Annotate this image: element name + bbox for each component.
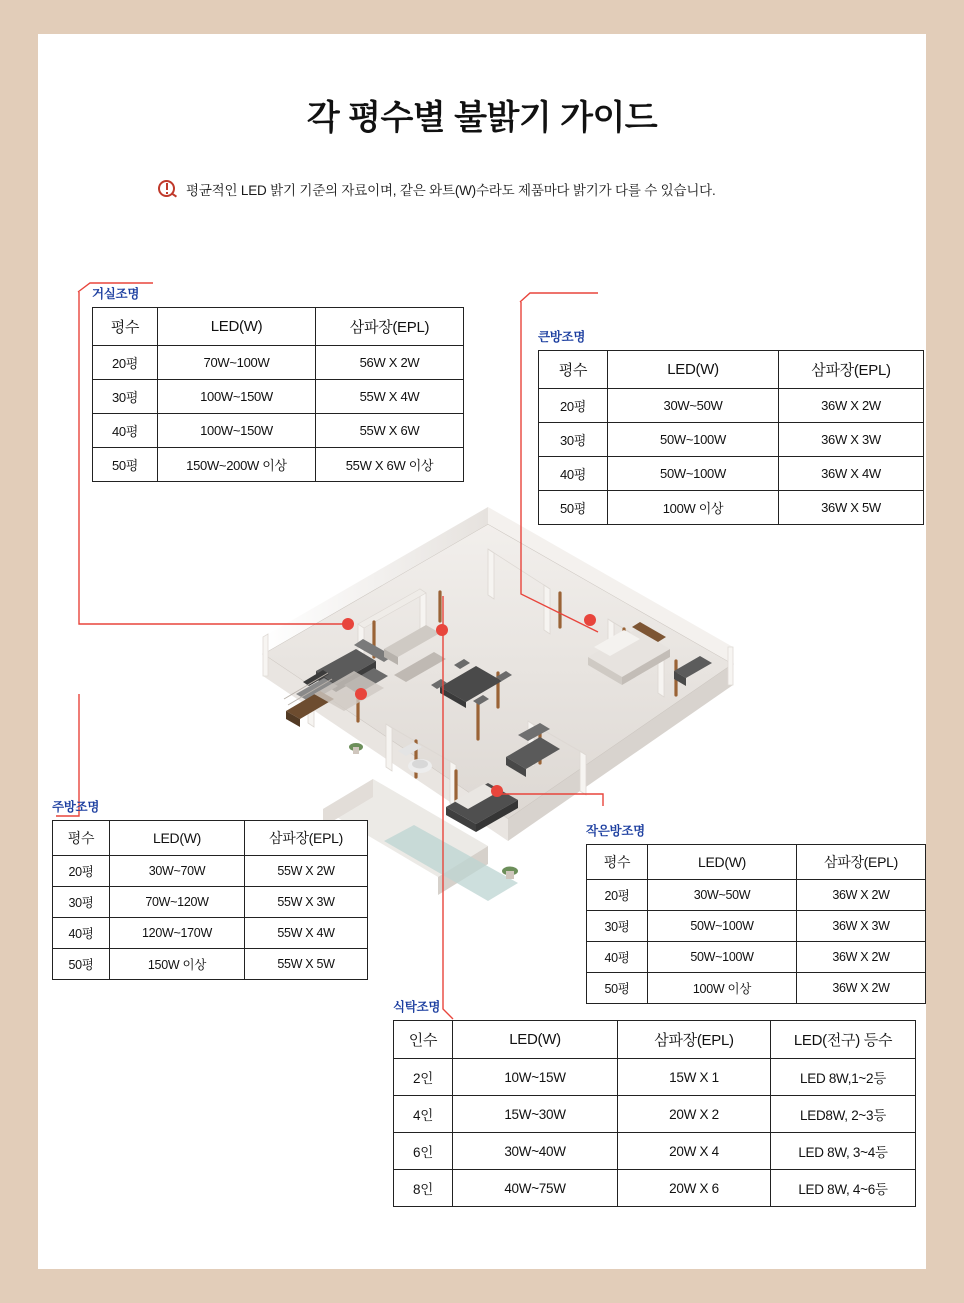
cell: 20W X 4 xyxy=(618,1133,771,1170)
cell: 40W~75W xyxy=(453,1170,618,1207)
table-row xyxy=(93,380,464,414)
warning-icon xyxy=(158,179,178,199)
cell: 55W X 6W xyxy=(316,414,464,448)
caption-smallroom: 작은방조명 xyxy=(586,824,645,838)
table-row xyxy=(587,880,926,911)
cell: 36W X 4W xyxy=(779,457,924,491)
cell: 36W X 3W xyxy=(779,423,924,457)
table-row xyxy=(539,389,924,423)
table-dining xyxy=(393,1020,916,1207)
table-block-bigroom xyxy=(538,327,924,525)
cell: 36W X 2W xyxy=(797,973,926,1004)
caption-living: 거실조명 xyxy=(92,287,140,301)
cell: 15W X 1 xyxy=(618,1059,771,1096)
cell: 20평 xyxy=(539,389,608,423)
th-kitchen-1: LED(W) xyxy=(110,821,245,856)
cell: 100W~150W xyxy=(158,414,316,448)
table-header-row xyxy=(587,845,926,880)
cell: 150W 이상 xyxy=(110,949,245,980)
th-bigroom-1: LED(W) xyxy=(608,351,779,389)
cell: 50평 xyxy=(93,448,158,482)
table-block-smallroom xyxy=(586,821,926,1004)
cell: 30W~70W xyxy=(110,856,245,887)
cell: 40평 xyxy=(93,414,158,448)
table-row xyxy=(53,856,368,887)
cell: 30W~50W xyxy=(648,880,797,911)
cell: 70W~120W xyxy=(110,887,245,918)
table-row xyxy=(394,1059,916,1096)
th-dining-2: 삼파장(EPL) xyxy=(618,1021,771,1059)
cell: 40평 xyxy=(587,942,648,973)
cell: 36W X 3W xyxy=(797,911,926,942)
caption-dining: 식탁조명 xyxy=(393,1000,441,1014)
cell: 20W X 6 xyxy=(618,1170,771,1207)
cell: 40평 xyxy=(53,918,110,949)
note-row xyxy=(158,179,858,199)
table-block-living xyxy=(92,284,464,482)
th-kitchen-2: 삼파장(EPL) xyxy=(245,821,368,856)
cell: 50W~100W xyxy=(648,911,797,942)
table-kitchen xyxy=(52,820,368,980)
cell: 4인 xyxy=(394,1096,453,1133)
cell: 55W X 3W xyxy=(245,887,368,918)
cell: 36W X 2W xyxy=(797,942,926,973)
th-smallroom-0: 평수 xyxy=(587,845,648,880)
th-smallroom-1: LED(W) xyxy=(648,845,797,880)
cell: 50평 xyxy=(53,949,110,980)
cell: 20평 xyxy=(587,880,648,911)
cell: 55W X 5W xyxy=(245,949,368,980)
table-row xyxy=(587,911,926,942)
cell: 36W X 5W xyxy=(779,491,924,525)
table-smallroom xyxy=(586,844,926,1004)
cell: LED 8W, 4~6등 xyxy=(771,1170,916,1207)
table-header-row xyxy=(394,1021,916,1059)
cell: 30평 xyxy=(93,380,158,414)
cell: 15W~30W xyxy=(453,1096,618,1133)
table-header-row xyxy=(539,351,924,389)
cell: 70W~100W xyxy=(158,346,316,380)
cell: 36W X 2W xyxy=(779,389,924,423)
cell: 50평 xyxy=(539,491,608,525)
cell: 55W X 2W xyxy=(245,856,368,887)
cell: 20W X 2 xyxy=(618,1096,771,1133)
cell: 30평 xyxy=(587,911,648,942)
table-row xyxy=(539,423,924,457)
table-row xyxy=(394,1170,916,1207)
cell: LED 8W,1~2등 xyxy=(771,1059,916,1096)
table-living xyxy=(92,307,464,482)
cell: 100W 이상 xyxy=(608,491,779,525)
cell: 50평 xyxy=(587,973,648,1004)
th-bigroom-2: 삼파장(EPL) xyxy=(779,351,924,389)
th-living-2: 삼파장(EPL) xyxy=(316,308,464,346)
cell: 56W X 2W xyxy=(316,346,464,380)
cell: 100W 이상 xyxy=(648,973,797,1004)
th-living-1: LED(W) xyxy=(158,308,316,346)
table-row xyxy=(53,918,368,949)
cell: 100W~150W xyxy=(158,380,316,414)
table-row xyxy=(539,457,924,491)
table-row xyxy=(93,448,464,482)
cell: 55W X 4W xyxy=(245,918,368,949)
th-smallroom-2: 삼파장(EPL) xyxy=(797,845,926,880)
table-row xyxy=(53,949,368,980)
table-header-row xyxy=(53,821,368,856)
cell: 50W~100W xyxy=(648,942,797,973)
caption-kitchen: 주방조명 xyxy=(52,800,100,814)
cell: 30W~50W xyxy=(608,389,779,423)
cell: 8인 xyxy=(394,1170,453,1207)
table-block-dining xyxy=(393,997,916,1207)
cell: 30W~40W xyxy=(453,1133,618,1170)
table-header-row xyxy=(93,308,464,346)
cell: 30평 xyxy=(539,423,608,457)
note-text: 평균적인 LED 밝기 기준의 자료이며, 같은 와트(W)수라도 제품마다 밝기가 다를 수 있습니다. xyxy=(186,183,716,198)
table-row xyxy=(394,1096,916,1133)
table-block-kitchen xyxy=(52,797,368,980)
cell: 50W~100W xyxy=(608,423,779,457)
cell: 20평 xyxy=(53,856,110,887)
table-bigroom xyxy=(538,350,924,525)
table-row xyxy=(394,1133,916,1170)
cell: 55W X 4W xyxy=(316,380,464,414)
cell: 120W~170W xyxy=(110,918,245,949)
th-bigroom-0: 평수 xyxy=(539,351,608,389)
cell: 150W~200W 이상 xyxy=(158,448,316,482)
table-row xyxy=(93,414,464,448)
cell: 40평 xyxy=(539,457,608,491)
poster-page xyxy=(38,34,926,1269)
cell: LED 8W, 3~4등 xyxy=(771,1133,916,1170)
cell: 20평 xyxy=(93,346,158,380)
cell: 30평 xyxy=(53,887,110,918)
cell: 2인 xyxy=(394,1059,453,1096)
cell: 50W~100W xyxy=(608,457,779,491)
th-dining-3: LED(전구) 등수 xyxy=(771,1021,916,1059)
cell: LED8W, 2~3등 xyxy=(771,1096,916,1133)
cell: 6인 xyxy=(394,1133,453,1170)
table-row xyxy=(93,346,464,380)
th-dining-0: 인수 xyxy=(394,1021,453,1059)
cell: 10W~15W xyxy=(453,1059,618,1096)
table-row xyxy=(53,887,368,918)
th-kitchen-0: 평수 xyxy=(53,821,110,856)
th-dining-1: LED(W) xyxy=(453,1021,618,1059)
th-living-0: 평수 xyxy=(93,308,158,346)
table-row xyxy=(539,491,924,525)
caption-bigroom: 큰방조명 xyxy=(538,330,586,344)
cell: 36W X 2W xyxy=(797,880,926,911)
cell: 55W X 6W 이상 xyxy=(316,448,464,482)
page-title: 각 평수별 불밝기 가이드 xyxy=(306,99,658,137)
table-row xyxy=(587,942,926,973)
